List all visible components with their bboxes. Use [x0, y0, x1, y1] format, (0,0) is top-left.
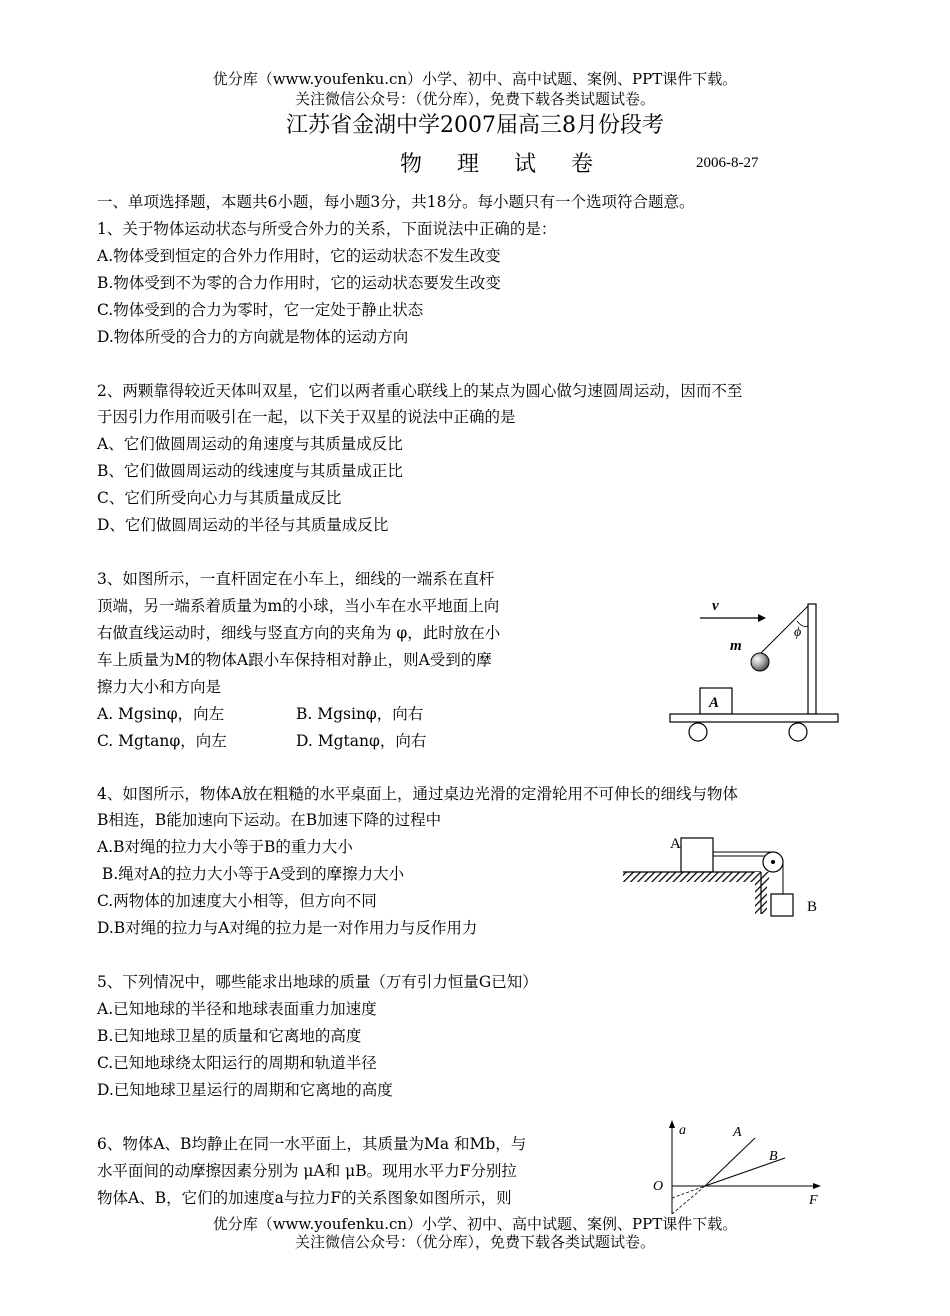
x-axis-arrow [813, 1183, 821, 1189]
line-b-extension [672, 1186, 705, 1198]
q3-cart-figure [660, 590, 850, 750]
q6-stem-line1: 6、物体A、B均静止在同一水平面上，其质量为Ma 和Mb，与 [97, 1135, 527, 1153]
pole [808, 604, 816, 714]
q1-option-a: A.物体受到恒定的合外力作用时，它的运动状态不发生改变 [97, 247, 501, 265]
q3-option-d: D. Mgtanφ，向右 [296, 732, 427, 750]
pulley-axle [771, 860, 775, 864]
cart-platform [670, 714, 838, 722]
q1-stem: 1、关于物体运动状态与所受合外力的关系，下面说法中正确的是： [97, 220, 557, 238]
q5-option-a: A.已知地球的半径和地球表面重力加速度 [97, 1000, 377, 1018]
label-a: A [709, 695, 720, 711]
exam-date: 2006-8-27 [696, 155, 759, 171]
label-a: A [670, 836, 681, 852]
section-heading: 一、单项选择题，本题共6小题，每小题3分，共18分。每小题只有一个选项符合题意。 [97, 193, 695, 211]
exam-title: 江苏省金湖中学2007届高三8月份段考 [286, 113, 664, 138]
q3-stem-line1: 3、如图所示，一直杆固定在小车上，细线的一端系在直杆 [97, 570, 495, 588]
q2-option-b: B、它们做圆周运动的线速度与其质量成正比 [97, 462, 403, 480]
q3-stem-line3: 右做直线运动时，细线与竖直方向的夹角为 φ，此时放在小 [97, 624, 501, 642]
ball [751, 653, 769, 671]
label-f-axis: F [809, 1193, 818, 1208]
q5-stem: 5、下列情况中，哪些能求出地球的质量（万有引力恒量G已知） [97, 973, 538, 991]
footer-line-2: 关注微信公众号：（优分库），免费下载各类试题试卷。 [294, 1233, 655, 1251]
q4-stem-line1: 4、如图所示，物体A放在粗糙的水平桌面上，通过桌边光滑的定滑轮用不可伸长的细线与物体 [97, 785, 739, 803]
q2-option-d: D、它们做圆周运动的半径与其质量成反比 [97, 516, 389, 534]
label-v: v [712, 598, 719, 614]
q2-stem-line1: 2、两颗靠得较近天体叫双星，它们以两者重心联线上的某点为圆心做匀速圆周运动，因而不至 [97, 382, 743, 400]
q1-option-c: C.物体受到的合力为零时，它一定处于静止状态 [97, 301, 424, 319]
label-line-b: B [769, 1149, 778, 1164]
q3-option-a: A. Mgsinφ，向左 [97, 705, 225, 723]
velocity-arrowhead [758, 614, 766, 622]
q5-option-b: B.已知地球卫星的质量和它离地的高度 [97, 1027, 362, 1045]
q4-stem-line2: B相连，B能加速向下运动。在B加速下降的过程中 [97, 811, 442, 829]
label-m: m [730, 638, 742, 654]
y-axis-arrow [669, 1120, 675, 1128]
label-a-axis: a [679, 1123, 686, 1138]
label-line-a: A [733, 1125, 742, 1140]
header-line-2: 关注微信公众号：（优分库），免费下载各类试题试卷。 [294, 90, 655, 108]
q5-option-d: D.已知地球卫星运行的周期和它离地的高度 [97, 1081, 393, 1099]
q4-option-b: B.绳对A的拉力大小等于A受到的摩擦力大小 [97, 865, 405, 883]
q6-graph-figure [645, 1118, 835, 1222]
q6-stem-line3: 物体A、B，它们的加速度a与拉力F的关系图象如图所示，则 [97, 1189, 512, 1207]
q2-option-c: C、它们所受向心力与其质量成反比 [97, 489, 342, 507]
label-origin: O [653, 1179, 664, 1194]
footer-line-1: 优分库（www.youfenku.cn）小学、初中、高中试题、案例、PPT课件下载。 [212, 1215, 738, 1233]
q6-stem-line2: 水平面间的动摩擦因素分别为 μA和 μB。现用水平力F分别拉 [97, 1162, 517, 1180]
q3-stem-line5: 擦力大小和方向是 [97, 678, 222, 696]
q4-option-c: C.两物体的加速度大小相等，但方向不同 [97, 892, 377, 910]
wheel-right [789, 723, 807, 741]
label-phi: ϕ [794, 625, 802, 640]
q1-option-d: D.物体所受的合力的方向就是物体的运动方向 [97, 328, 409, 346]
q2-option-a: A、它们做圆周运动的角速度与其质量成反比 [97, 435, 403, 453]
line-a [705, 1138, 755, 1186]
q4-option-a: A.B对绳的拉力大小等于B的重力大小 [97, 838, 353, 856]
q2-stem-line2: 于因引力作用而吸引在一起，以下关于双星的说法中正确的是 [97, 408, 516, 426]
label-b: B [807, 899, 818, 915]
q1-option-b: B.物体受到不为零的合力作用时，它的运动状态要发生改变 [97, 274, 501, 292]
table-surface [623, 872, 769, 882]
q3-stem-line2: 顶端，另一端系着质量为m的小球，当小车在水平地面上向 [97, 597, 500, 615]
block-b [771, 894, 793, 916]
q5-option-c: C.已知地球绕太阳运行的周期和轨道半径 [97, 1054, 377, 1072]
header-line-1: 优分库（www.youfenku.cn）小学、初中、高中试题、案例、PPT课件下载。 [212, 70, 738, 88]
line-a-extension [672, 1186, 705, 1214]
wheel-left [689, 723, 707, 741]
exam-subject: 物 理 试 卷 [400, 152, 607, 177]
q4-pulley-figure [615, 826, 835, 926]
block-a [681, 838, 713, 872]
q4-option-d: D.B对绳的拉力与A对绳的拉力是一对作用力与反作用力 [97, 919, 478, 937]
q3-option-c: C. Mgtanφ，向左 [97, 732, 227, 750]
q3-stem-line4: 车上质量为M的物体A跟小车保持相对静止，则A受到的摩 [97, 651, 492, 669]
q3-option-b: B. Mgsinφ，向右 [296, 705, 424, 723]
